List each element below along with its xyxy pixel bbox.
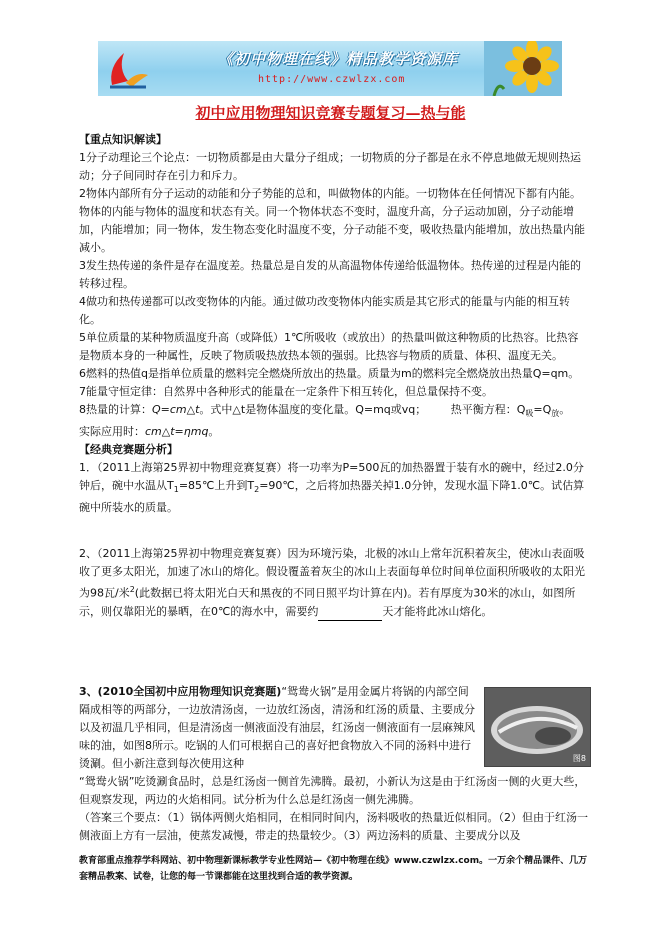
point-4: 4做功和热传递都可以改变物体的内能。通过做功改变物体内能实质是其它形式的能量与内能的相互转化。 [79, 295, 570, 326]
question-3-text-a: “鸳鸯火锅”是用金属片将锅的内部空间隔成相等的两部分，一边放清汤卤，一边放红汤卤，清汤和红汤的质量、主要成分以及初温几乎相同，但是清汤卤一侧液面没有油层，红汤卤一侧液面有一层麻辣风味的油，如图8所示。吃锅的人们可根据自己的喜好把食物放入不同的汤料中进行烫涮。但小新注意到每次使用这种 [79, 685, 475, 770]
point-9 [79, 423, 589, 441]
heat-balance-eq: =Q [533, 403, 552, 416]
hotpot-figure [484, 687, 591, 767]
point-8-label: 8热量的计算： [79, 403, 152, 416]
point-9-end: 。 [208, 425, 220, 439]
point-8-end: 。 [559, 403, 571, 416]
question-3-source: 3、(2010全国初中应用物理知识竞赛题) [79, 685, 282, 698]
answer-blank[interactable] [318, 608, 382, 621]
banner-title: 《初中物理在线》精品教学资源库 [218, 50, 459, 68]
point-6: 6燃料的热值q是指单位质量的燃料完全燃烧所放出的热量。质量为m的燃料完全燃烧放出热量Q=qm。 [79, 367, 580, 380]
site-logo-icon [102, 45, 154, 91]
banner-url[interactable]: http://www.czwlzx.com [258, 74, 406, 85]
subscript-1: 1 [173, 485, 179, 495]
section-title-knowledge: 【重点知识解读】 [79, 133, 167, 146]
question-2-paragraph [79, 545, 589, 621]
point-2: 2物体内部所有分子运动的动能和分子势能的总和，叫做物体的内能。一切物体在任何情况下都有内能。物体的内能与物体的温度和状态有关。同一个物体状态不变时，温度升高，分子运动加剧，分子动能增加，内能增加；同一物体，发生物态变化时温度不变，分子动能不变，吸收热量内能增加，放出热量内能减小。 [79, 187, 585, 254]
question-3-text-b: “鸳鸯火锅”吃烫涮食品时，总是红汤卤一侧首先沸腾。最初，小新认为这是由于红汤卤一侧的火更大些，但观察发现，两边的火焰相同。试分析为什么总是红汤卤一侧先沸腾。 [79, 775, 586, 806]
question-2-text-c: 天才能将此冰山熔化。 [382, 604, 493, 618]
subscript-2: 2 [254, 485, 260, 495]
heat-balance-label: 热平衡方程：Q [450, 403, 526, 416]
knowledge-section [79, 131, 589, 517]
question-3 [79, 683, 479, 773]
page-title: 初中应用物理知识竞赛专题复习—热与能 [195, 104, 466, 122]
question-3-answer: （答案三个要点：（1）锅体两侧火焰相同，在相同时间内，汤料吸收的热量近似相同。（2）但由于红汤一侧液面上方有一层油，使蒸发减慢，带走的热量较少。（3）两边汤料的质量、主要成分以及 [79, 811, 588, 842]
subscript-absorb: 吸 [525, 409, 534, 419]
efficiency-formula: cm△t=ηmq [145, 425, 209, 439]
point-9-label: 实际应用时： [79, 425, 145, 439]
point-5: 5单位质量的某种物质温度升高（或降低）1℃所吸收（或放出）的热量叫做这种物质的比热容。比热容是物质本身的一种属性，反映了物质吸热放热本领的强弱。比热容与物质的质量、体积、温度无关。 [79, 331, 579, 362]
question-2 [79, 545, 589, 621]
page-footer: 教育部重点推荐学科网站、初中物理新课标教学专业性网站—《初中物理在线》www.czwlzx.com。一万余个精品课件、几万套精品教案、试卷，让您的每一节课都能在这里找到合适的教学资源。 [79, 856, 588, 882]
figure-caption: 图8 [572, 754, 586, 763]
point-3: 3发生热传递的条件是存在温度差。热量总是自发的从高温物体传递给低温物体。热传递的过程是内能的转移过程。 [79, 259, 581, 290]
question-1-text-c: =90℃，之后将加热器关掉1.0分钟，发现水温下降1.0℃。试估算碗中所装水的质量。 [79, 479, 585, 515]
point-7: 7能量守恒定律：自然界中各种形式的能量在一定条件下相互转化，但总量保持不变。 [79, 385, 493, 398]
point-8 [79, 401, 589, 423]
point-1: 1分子动理论三个论点：一切物质都是由大量分子组成；一切物质的分子都是在永不停息地做无规则热运动；分子间同时存在引力和斥力。 [79, 151, 581, 182]
superscript-2: 2 [129, 585, 135, 594]
point-8-text: 。式中△t是物体温度的变化量。Q=mq或vq； [199, 403, 427, 416]
question-1-text-a: 1．（2011上海第25界初中物理竞赛复赛）将一功率为P=500瓦的加热器置于装有水的碗中，经过2.0分钟后，碗中水温从T [79, 461, 584, 493]
section-title-examples: 【经典竞赛题分析】 [79, 443, 178, 457]
question-3-continued [79, 773, 589, 845]
subscript-release: 放 [551, 409, 560, 419]
question-2-text-b: (此数据已将太阳光白天和黑夜的不同日照平均计算在内)。若有厚度为30米的冰山，如图所示，则仅靠阳光的暴晒，在0℃的海水中，需要约 [79, 586, 576, 618]
question-1 [79, 459, 589, 517]
question-2-text-a: 2、（2011上海第25界初中物理竞赛复赛）因为环境污染，北极的冰山上常年沉积着灰尘，使冰山表面吸收了更多太阳光，加速了冰山的熔化。假设覆盖着灰尘的冰山上表面每单位时间单位面积所吸收的太阳光为98瓦/米 [79, 547, 585, 600]
heat-formula: Q=cm△t [152, 403, 200, 416]
question-1-text-b: =85℃上升到T [178, 479, 255, 493]
sunflower-icon [484, 41, 562, 96]
site-banner [98, 41, 562, 96]
